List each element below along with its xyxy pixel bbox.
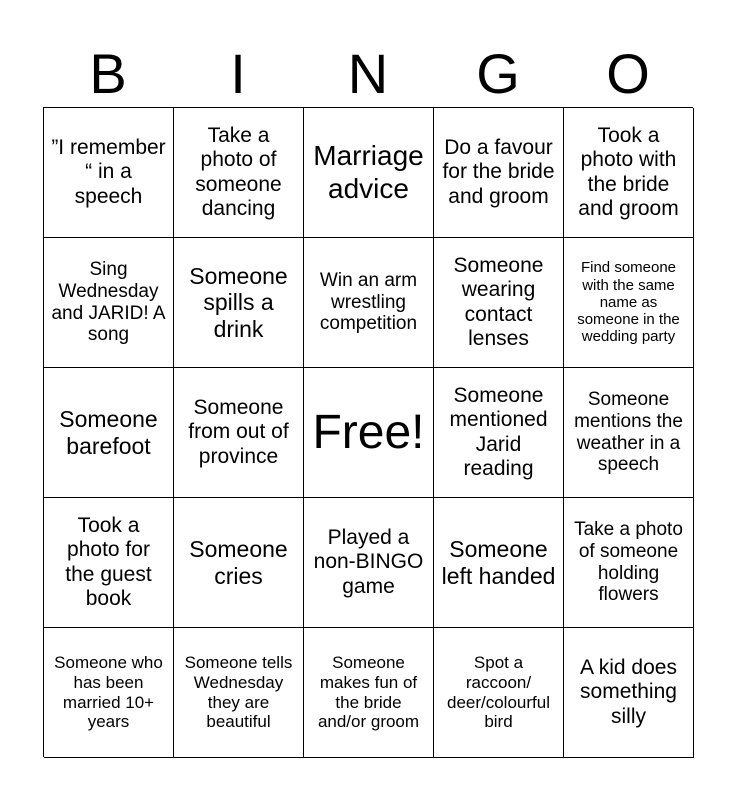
bingo-cell-r4c5[interactable] [564,498,694,628]
header-letter-i: I [230,42,246,105]
cell-text: Someone cries [189,536,288,589]
header-letter-n: N [347,42,389,105]
cell-text: Someone mentioned Jarid reading [449,384,548,480]
cell-text: Someone left handed [441,536,556,589]
cell-text: Someone spills a drink [189,262,288,342]
free-space-text: Free! [312,405,425,459]
bingo-board [43,107,693,757]
bingo-cell-r3c2[interactable] [174,368,304,498]
bingo-cell-free[interactable] [304,368,434,498]
cell-text: Spot a raccoon/ deer/colourful bird [446,653,550,732]
bingo-cell-r2c2[interactable] [174,238,304,368]
bingo-cell-r5c2[interactable] [174,628,304,758]
bingo-cell-r5c5[interactable] [564,628,694,758]
cell-text: Played a non-BINGO game [313,526,424,598]
cell-text: Sing Wednesday and JARID! A song [51,258,166,346]
bingo-cell-r2c1[interactable] [44,238,174,368]
bingo-cell-r2c3[interactable] [304,238,434,368]
cell-text: Take a photo of someone dancing [195,124,282,220]
bingo-cell-r1c2[interactable] [174,108,304,238]
bingo-cell-r3c4[interactable] [434,368,564,498]
bingo-cell-r2c4[interactable] [434,238,564,368]
cell-text: Someone tells Wednesday they are beautiful [184,653,293,732]
cell-text: Marriage advice [313,140,424,204]
cell-text: Someone mentions the weather in a speech [574,388,683,476]
cell-text: Do a favour for the bride and groom [442,136,555,208]
header-letter-o: O [606,42,650,105]
bingo-cell-r1c4[interactable] [434,108,564,238]
bingo-cell-r4c3[interactable] [304,498,434,628]
cell-text: Take a photo of someone holding flowers [574,518,683,606]
header-letter-g: G [476,42,520,105]
cell-text: Someone wearing contact lenses [453,254,544,350]
bingo-cell-r5c4[interactable] [434,628,564,758]
cell-text: Took a photo for the guest book [65,514,152,610]
cell-text: ”I remember “ in a speech [51,136,166,208]
bingo-cell-r4c1[interactable] [44,498,174,628]
cell-text: A kid does something silly [580,656,677,728]
cell-text: Find someone with the same name as someone in the wedding party [577,259,680,346]
bingo-cell-r1c5[interactable] [564,108,694,238]
bingo-cell-r1c1[interactable] [44,108,174,238]
cell-text: Someone who has been married 10+ years [54,653,163,732]
header-letter-b: B [89,42,127,105]
bingo-header [43,40,693,108]
cell-text: Took a photo with the bride and groom [578,124,679,220]
bingo-cell-r5c1[interactable] [44,628,174,758]
cell-text: Someone makes fun of the bride and/or groom [317,653,420,732]
cell-text: Someone barefoot [59,406,158,459]
cell-text: Someone from out of province [188,396,289,468]
bingo-cell-r3c1[interactable] [44,368,174,498]
bingo-cell-r1c3[interactable] [304,108,434,238]
cell-text: Win an arm wrestling competition [319,269,418,335]
bingo-cell-r4c4[interactable] [434,498,564,628]
bingo-cell-r5c3[interactable] [304,628,434,758]
bingo-cell-r2c5[interactable] [564,238,694,368]
bingo-cell-r4c2[interactable] [174,498,304,628]
bingo-cell-r3c5[interactable] [564,368,694,498]
